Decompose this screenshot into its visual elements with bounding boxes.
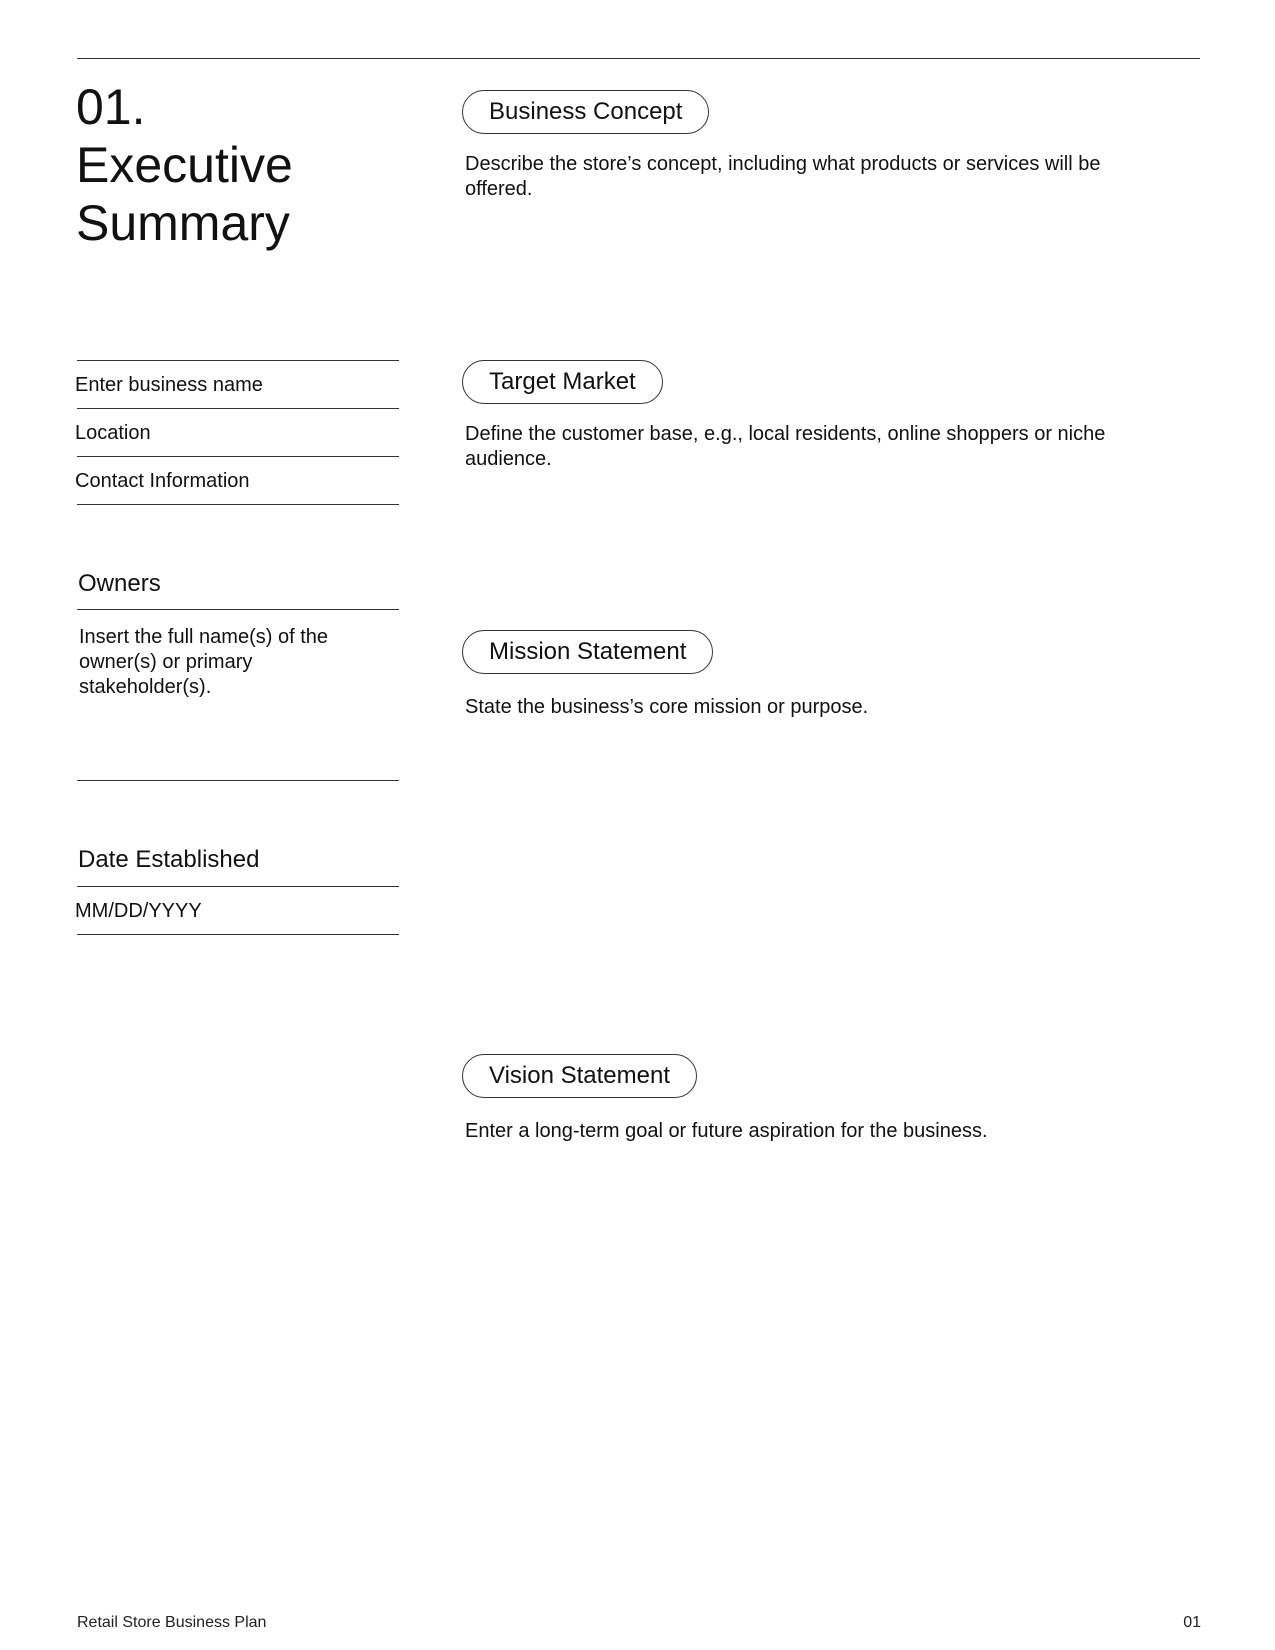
field-divider xyxy=(77,780,399,781)
footer-document-title: Retail Store Business Plan xyxy=(77,1614,267,1631)
date-established-field[interactable]: MM/DD/YYYY xyxy=(75,900,202,922)
vision-statement-field[interactable]: Enter a long-term goal or future aspiration for the business. xyxy=(465,1120,988,1142)
target-market-label: Target Market xyxy=(462,360,663,404)
field-divider xyxy=(77,886,399,887)
field-divider xyxy=(77,408,399,409)
top-divider xyxy=(77,58,1200,59)
vision-statement-label: Vision Statement xyxy=(462,1054,697,1098)
target-market-field[interactable]: Define the customer base, e.g., local residents, online shoppers or niche audience. xyxy=(465,423,1106,470)
field-divider xyxy=(77,456,399,457)
mission-statement-field[interactable]: State the business’s core mission or purpose. xyxy=(465,696,869,718)
owners-field[interactable]: Insert the full name(s) of the owner(s) or primary stakeholder(s). xyxy=(79,626,329,698)
location-field[interactable]: Location xyxy=(75,422,151,444)
owners-heading: Owners xyxy=(78,570,161,597)
business-concept-field[interactable]: Describe the store’s concept, including what products or services will be offered. xyxy=(465,153,1101,200)
section-number: 01. xyxy=(76,79,146,135)
section-title-line2: Summary xyxy=(76,195,290,251)
page-title xyxy=(76,78,293,252)
date-established-heading: Date Established xyxy=(78,846,260,873)
field-divider xyxy=(77,609,399,610)
field-divider xyxy=(77,504,399,505)
business-concept-label: Business Concept xyxy=(462,90,709,134)
footer-page-number: 01 xyxy=(1183,1614,1201,1631)
field-divider xyxy=(77,934,399,935)
field-divider xyxy=(77,360,399,361)
business-name-field[interactable]: Enter business name xyxy=(75,374,263,396)
section-title-line1: Executive xyxy=(76,137,293,193)
mission-statement-label: Mission Statement xyxy=(462,630,713,674)
contact-information-field[interactable]: Contact Information xyxy=(75,470,250,492)
